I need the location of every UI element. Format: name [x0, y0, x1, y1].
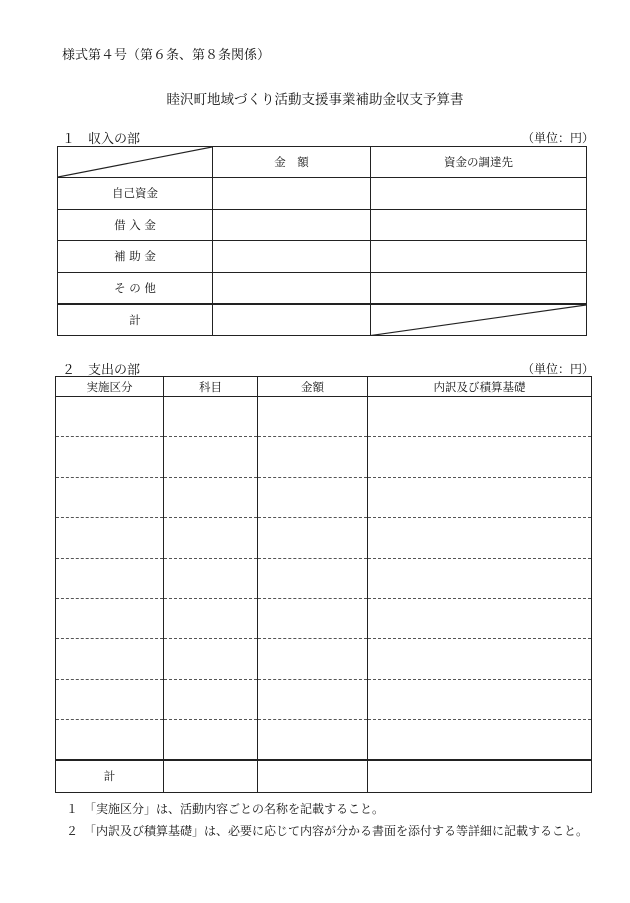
- expense-cell[interactable]: [56, 558, 164, 598]
- income-source-cell[interactable]: [371, 272, 587, 304]
- expense-total-cell[interactable]: [164, 760, 258, 792]
- expense-table: [55, 376, 592, 793]
- expense-cell[interactable]: [258, 558, 368, 598]
- expense-total-label: 計: [56, 760, 164, 792]
- income-header-diagonal-cell: [58, 147, 213, 178]
- income-amount-cell[interactable]: [213, 178, 371, 210]
- expense-cell[interactable]: [164, 518, 258, 558]
- expense-header-amount: 金額: [258, 377, 368, 397]
- income-source-cell[interactable]: [371, 209, 587, 241]
- expense-header-category: 実施区分: [56, 377, 164, 397]
- income-header-amount: 金 額: [213, 147, 371, 178]
- expense-cell[interactable]: [164, 639, 258, 679]
- expense-cell[interactable]: [368, 639, 592, 679]
- expense-cell[interactable]: [258, 477, 368, 517]
- expense-total-cell[interactable]: [368, 760, 592, 792]
- expense-cell[interactable]: [56, 720, 164, 760]
- expense-cell[interactable]: [164, 598, 258, 638]
- income-source-cell[interactable]: [371, 241, 587, 273]
- note-2: ２ 「内訳及び積算基礎」は、必要に応じて内容が分かる書面を添付する等詳細に記載すること。: [66, 824, 589, 838]
- note-1: １ 「実施区分」は、活動内容ごとの名称を記載すること。: [66, 802, 385, 816]
- income-amount-cell[interactable]: [213, 209, 371, 241]
- expense-cell[interactable]: [368, 598, 592, 638]
- expense-header-breakdown: 内訳及び積算基礎: [368, 377, 592, 397]
- income-row-label: 自己資金: [58, 178, 213, 210]
- income-header-source: 資金の調達先: [371, 147, 587, 178]
- expense-cell[interactable]: [258, 679, 368, 719]
- expense-cell[interactable]: [56, 598, 164, 638]
- expense-cell[interactable]: [164, 720, 258, 760]
- expense-cell[interactable]: [164, 558, 258, 598]
- expense-cell[interactable]: [258, 518, 368, 558]
- expense-cell[interactable]: [56, 639, 164, 679]
- expense-cell[interactable]: [56, 397, 164, 437]
- expense-cell[interactable]: [164, 397, 258, 437]
- income-row-label: 補 助 金: [58, 241, 213, 273]
- expense-header-item: 科目: [164, 377, 258, 397]
- expense-cell[interactable]: [258, 720, 368, 760]
- expense-cell[interactable]: [56, 437, 164, 477]
- expense-cell[interactable]: [258, 598, 368, 638]
- expense-cell[interactable]: [368, 397, 592, 437]
- expense-cell[interactable]: [258, 639, 368, 679]
- expense-cell[interactable]: [368, 518, 592, 558]
- expense-cell[interactable]: [164, 679, 258, 719]
- income-row-label: そ の 他: [58, 272, 213, 304]
- expense-cell[interactable]: [368, 679, 592, 719]
- expense-unit: （単位：円）: [522, 362, 595, 376]
- income-row-label: 借 入 金: [58, 209, 213, 241]
- expense-cell[interactable]: [164, 477, 258, 517]
- expense-cell[interactable]: [368, 558, 592, 598]
- income-heading: １ 収入の部: [62, 132, 141, 147]
- income-table: [57, 146, 587, 336]
- income-amount-cell[interactable]: [213, 272, 371, 304]
- expense-cell[interactable]: [368, 437, 592, 477]
- income-amount-cell[interactable]: [213, 241, 371, 273]
- expense-cell[interactable]: [368, 720, 592, 760]
- income-total-amount-cell[interactable]: [213, 304, 371, 336]
- expense-cell[interactable]: [56, 477, 164, 517]
- expense-heading: ２ 支出の部: [62, 363, 141, 378]
- expense-cell[interactable]: [258, 437, 368, 477]
- expense-cell[interactable]: [164, 437, 258, 477]
- diagonal-line: [58, 147, 212, 177]
- diagonal-line: [371, 305, 586, 336]
- income-source-cell[interactable]: [371, 178, 587, 210]
- income-unit: （単位：円）: [522, 131, 595, 145]
- expense-cell[interactable]: [56, 679, 164, 719]
- income-total-diagonal-cell: [371, 304, 587, 336]
- expense-cell[interactable]: [258, 397, 368, 437]
- document-title: 睦沢町地域づくり活動支援事業補助金収支予算書: [166, 92, 464, 108]
- expense-cell[interactable]: [56, 518, 164, 558]
- expense-cell[interactable]: [368, 477, 592, 517]
- expense-total-cell[interactable]: [258, 760, 368, 792]
- form-number: 様式第４号（第６条、第８条関係）: [62, 48, 271, 63]
- income-total-label: 計: [58, 304, 213, 336]
